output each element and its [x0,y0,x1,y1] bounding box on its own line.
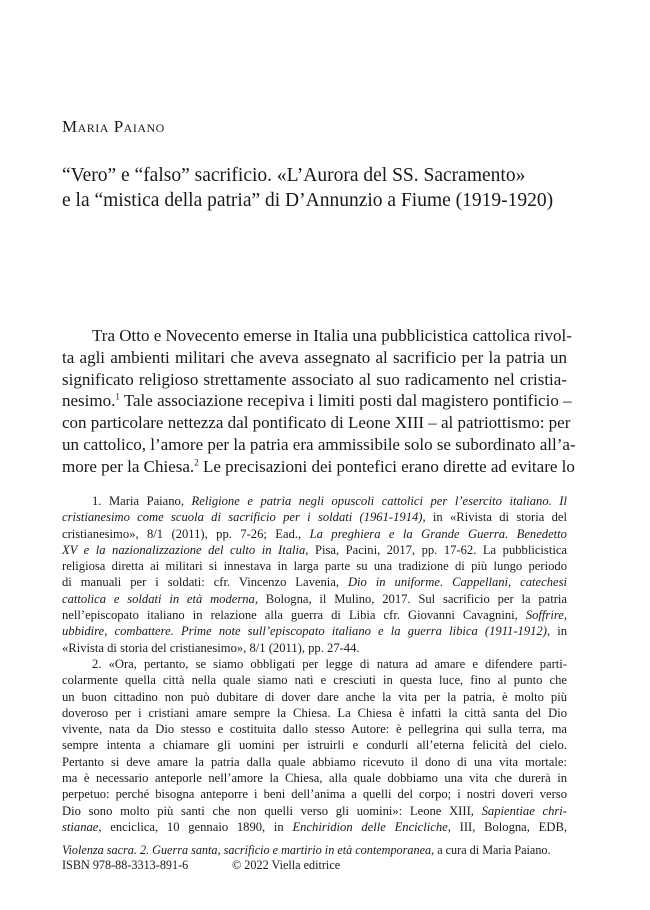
footnote-1-line: nell’episcopato italiano in relazione alla guerra di Libia cfr. Giovanni Cavagnini, Soffrire, [62,608,567,623]
footnote-1-line: cristianesimo come scuola di sacrificio per i soldati (1961-1914), in «Rivista di storia del [62,510,567,525]
footnote-2-line: vivente, nata da Dio stesso e costituita dallo stesso Autore: è pellegrina qui sulla terra, ma [62,722,567,737]
footnote-1-line: «Rivista di storia del cristianesimo», 8/1 (2011), pp. 27-44. [62,640,360,655]
footnote-1-line: cattolica e soldati in età moderna, Bologna, il Mulino, 2017. Sul sacrificio per la patria [62,591,568,606]
footnote-2-line: doveroso per i cristiani amare sempre la Chiesa. La Chiesa è infatti la città santa del Dio [62,705,567,720]
footnotes [62,493,567,835]
footnote-1-line: di manuali per i soldati: cfr. Vincenzo Lavenia, Dio in uniforme. Cappellani, catechesi [62,575,567,590]
footnote-ref-1[interactable]: 1 [115,391,120,402]
footnote-1-line: cristianesimo», 8/1 (2011), pp. 7-26; Ead., La preghiera e la Grande Guerra. Benedetto [62,526,567,541]
footnote-2-line: Dio sono molto più santi che non quelli verso gli uomini»: Leone XIII, Sapientiae chri- [62,803,567,818]
footer-isbn-line [62,858,582,873]
body-line: nesimo.$^1$ Tale associazione recepiva i limiti posti dal magistero pontificio – [62,391,572,411]
title-line: e la “mistica della patria” di D’Annunzio a Fiume (1919-1920) [62,190,554,211]
author-name: Maria Paiano [62,117,165,136]
footnote-2-line: un buon cittadino non può dubitare di dover dare anche la vita per la patria, è molto più [62,689,567,704]
body-line: significato religioso strettamente associato al suo radicamento nel cristia- [62,369,567,389]
isbn: ISBN 978-88-3313-891-6 [62,858,189,872]
copyright: © 2022 Viella editrice [232,858,341,872]
footnote-1-line: religiosa diretta ai militari si innestava in larga parte su una tradizione di più lungo periodo [62,559,567,574]
body-line: Tra Otto e Novecento emerse in Italia una pubblicistica cattolica rivol- [92,326,572,345]
footnote-2-line: Pertanto si deve amare la patria dalla quale abbiamo ricevuto il dono di una vita mortale: [62,754,567,769]
body-line: un cattolico, l’amore per la patria era ammissibile solo se subordinato all’a- [62,434,576,454]
page-footer [62,843,582,873]
footnote-2-line: sempre intenta a chiamare gli uomini per istruirli e condurli all’eterna felicità del cielo. [62,738,567,753]
footnote-2-line: colarmente quella città nella quale siamo nati e cresciuti in questa luce, fino al punto che [62,673,567,688]
footnote-1-line: 1. Maria Paiano, Religione e patria negli opuscoli cattolici per l’esercito italiano. Il [92,494,567,508]
footer-series: Violenza sacra. 2. Guerra santa, sacrificio e martirio in età contemporanea, a cura di Maria Paiano. [62,843,551,857]
footnote-1-line: XV e la nazionalizzazione del culto in Italia, Pisa, Pacini, 2017, pp. 17-62. La pubblicistica [62,542,567,557]
footnote-2-line: perpetuo: perché bisogna anteporre i beni dell’anima a quelli del corpo; i nostri doveri verso [62,787,567,802]
body-line: con particolare nettezza dal pontificato di Leone XIII – al patriottismo: per [62,413,571,433]
footnote-2-line: 2. «Ora, pertanto, se siamo obbligati per legge di natura ad amare e difendere parti- [92,656,567,671]
footnote-2-line: ma è necessario anteporle nell’amore la Chiesa, alla quale dobbiamo una vita che durerà in [62,771,567,786]
title-line: “Vero” e “falso” sacrificio. «L’Aurora del SS. Sacramento» [62,165,526,186]
article-title [62,163,602,213]
footnote-1-line: ubbidire, combattere. Prime note sull’episcopato italiano e la guerra libica (1911-1912), in [62,624,568,639]
body-line: more per la Chiesa.$^2$ Le precisazioni dei pontefici erano dirette ad evitare lo [62,456,575,476]
body-paragraph [62,325,576,478]
footnote-2-line: stianae, enciclica, 10 gennaio 1890, in Enchiridion delle Encicliche, III, Bologna, EDB, [62,819,567,834]
body-line: ta agli ambienti militari che aveva assegnato al sacrificio per la patria un [62,347,567,367]
footnote-ref-2[interactable]: 2 [194,457,199,468]
